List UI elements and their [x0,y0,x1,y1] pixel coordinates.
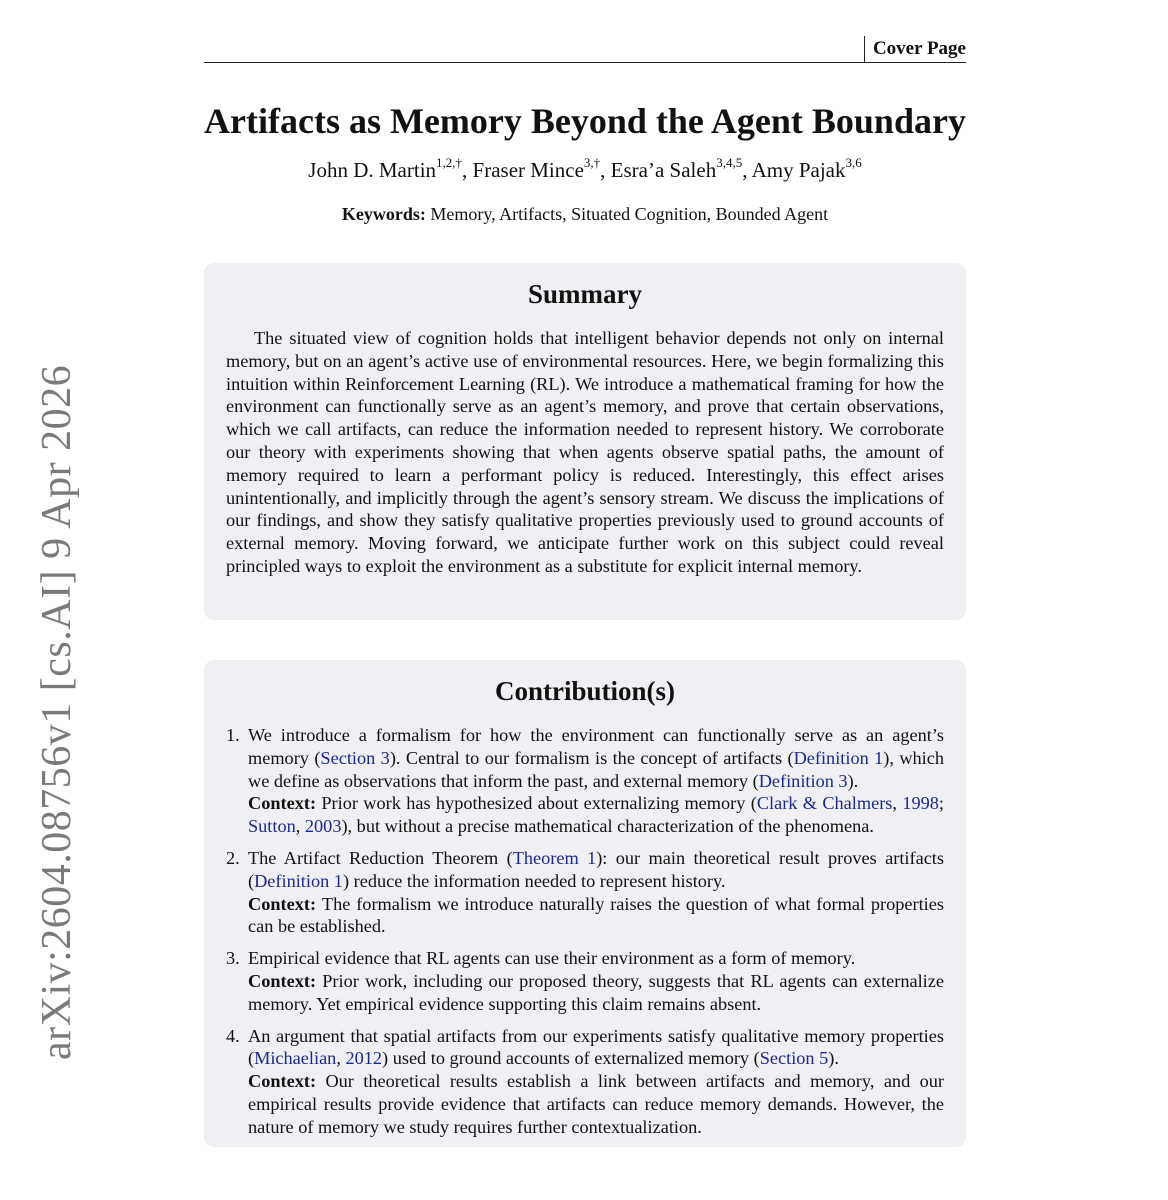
contribution-context [248,792,944,838]
contribution-text: Empirical evidence that RL agents can use their environment as a form of memory. [248,948,856,969]
context-label: Context: [248,1071,326,1092]
contribution-text: , [295,816,305,837]
citation-link[interactable]: 1998 [902,793,939,814]
header-rule [204,62,966,63]
author-name: John D. Martin [308,158,437,182]
contribution-context [248,893,944,939]
contribution-text: , [892,793,903,814]
contributions-box [204,660,966,1147]
citation-link[interactable]: Section 3 [320,747,390,768]
contribution-number: 1. [226,725,240,745]
contribution-text: We introduce a formalism for how the environment can functionally serve as an agent’s memory ( [248,725,944,768]
contribution-text: , [336,1048,346,1069]
author-affiliation-marker: 3,† [583,155,601,170]
summary-box [204,263,966,620]
contribution-text: ) reduce the information needed to represent history. [342,870,726,891]
contribution-text: ). [847,770,859,791]
contribution-main [248,947,944,970]
citation-link[interactable]: Section 5 [759,1048,829,1069]
contribution-text: The formalism we introduce naturally raises the question of what formal properties can be established. [248,893,944,937]
citation-link[interactable]: Definition 1 [793,747,884,768]
author-affiliation-marker: 3,6 [845,155,862,170]
contribution-text: ; [938,793,944,814]
contribution-item [226,947,944,1015]
contribution-item [226,1025,944,1139]
keywords-value: Memory, Artifacts, Situated Cognition, Bounded Agent [430,204,829,224]
author-name: Fraser Mince [472,158,584,182]
author-name: Esra’a Saleh [610,158,717,182]
contribution-text: ). Central to our formalism is the concept of artifacts ( [389,747,794,768]
running-head: Cover Page [864,36,966,62]
context-label: Context: [248,893,322,914]
contribution-text: ). [828,1048,839,1069]
contribution-context [248,1070,944,1138]
contribution-text: The Artifact Reduction Theorem ( [248,847,513,868]
author-affiliation-marker: 3,4,5 [716,155,743,170]
summary-heading: Summary [528,279,642,309]
citation-link[interactable]: Definition 1 [254,870,343,891]
keywords-line [204,204,966,225]
contribution-text: An argument that spatial artifacts from our experiments satisfy qualitative memory properties ( [248,1025,944,1069]
contribution-text: ): our main theoretical result proves artifacts ( [248,847,944,891]
contribution-main [248,847,944,893]
contribution-item [226,724,944,838]
arxiv-identifier-stamp: arXiv:2604.08756v1 [cs.AI] 9 Apr 2026 [34,364,80,1060]
contributions-list [226,724,944,1139]
contribution-text: ), but without a precise mathematical characterization of the phenomena. [341,816,874,837]
citation-link[interactable]: Definition 3 [758,770,848,791]
citation-link[interactable]: 2012 [345,1048,383,1069]
contribution-context [248,970,944,1016]
contribution-text: Prior work, including our proposed theory, suggests that RL agents can externalize memory. Yet empirical evidence supporting this claim remains absent. [248,970,944,1014]
citation-link[interactable]: Sutton [248,816,296,837]
contribution-number: 3. [226,948,240,969]
citation-link[interactable]: Clark & Chalmers [756,793,893,814]
context-label: Context: [248,970,323,991]
contribution-number: 4. [226,1025,240,1046]
contribution-main [248,724,944,792]
summary-text: The situated view of cognition holds that intelligent behavior depends not only on internal memory, but on an agent’s active use of environmental resources. Here, we begin formalizing this intuition within Reinforcement Learning (RL). We introduce a mathematical framing for how the environment can functionally serve as an agent’s memory, and prove that certain observations, which we call artifacts, can reduce the information needed to represent history. We corroborate our theory with experiments showing that when agents observe spatial paths, the amount of memory required to learn a performant policy is reduced. Interestingly, this effect arises unintentionally, and implicitly through the agent’s sensory stream. We discuss the implications of our findings, and show they satisfy qualitative properties previously used to ground accounts of external memory. Moving forward, we anticipate further work on this subject could reveal principled ways to exploit the environment as a substitute for explicit internal memory. [226,328,944,576]
contribution-item [226,847,944,938]
contribution-number: 2. [226,847,240,868]
contribution-text: Our theoretical results establish a link between artifacts and memory, and our empirical results provide evidence that artifacts can reduce memory demands. However, the nature of memory we study requires further contextualization. [248,1071,944,1137]
contribution-main [248,1025,944,1071]
citation-link[interactable]: Theorem 1 [512,847,597,868]
contributions-heading: Contribution(s) [494,676,676,706]
citation-link[interactable]: Michaelian [254,1048,337,1069]
author-affiliation-marker: 1,2,† [436,155,463,170]
author-name: Amy Pajak [751,158,846,182]
contribution-text: ) used to ground accounts of externalized memory ( [382,1048,760,1069]
keywords-label: Keywords: [341,204,426,224]
context-label: Context: [248,793,322,814]
contribution-text: Prior work has hypothesized about externalizing memory ( [321,793,757,814]
paper-title: Artifacts as Memory Beyond the Agent Boundary [204,101,966,141]
contribution-text: ), which we define as observations that inform the past, and external memory ( [248,747,945,791]
author-list: John D. Martin$^{1,2,\dagger}$, Fraser Mince$^{3,\dagger}$, Esra’a Saleh$^{3,4,5}$, Amy Pajak$^{3,6}$ [308,155,862,182]
citation-link[interactable]: 2003 [304,816,342,837]
